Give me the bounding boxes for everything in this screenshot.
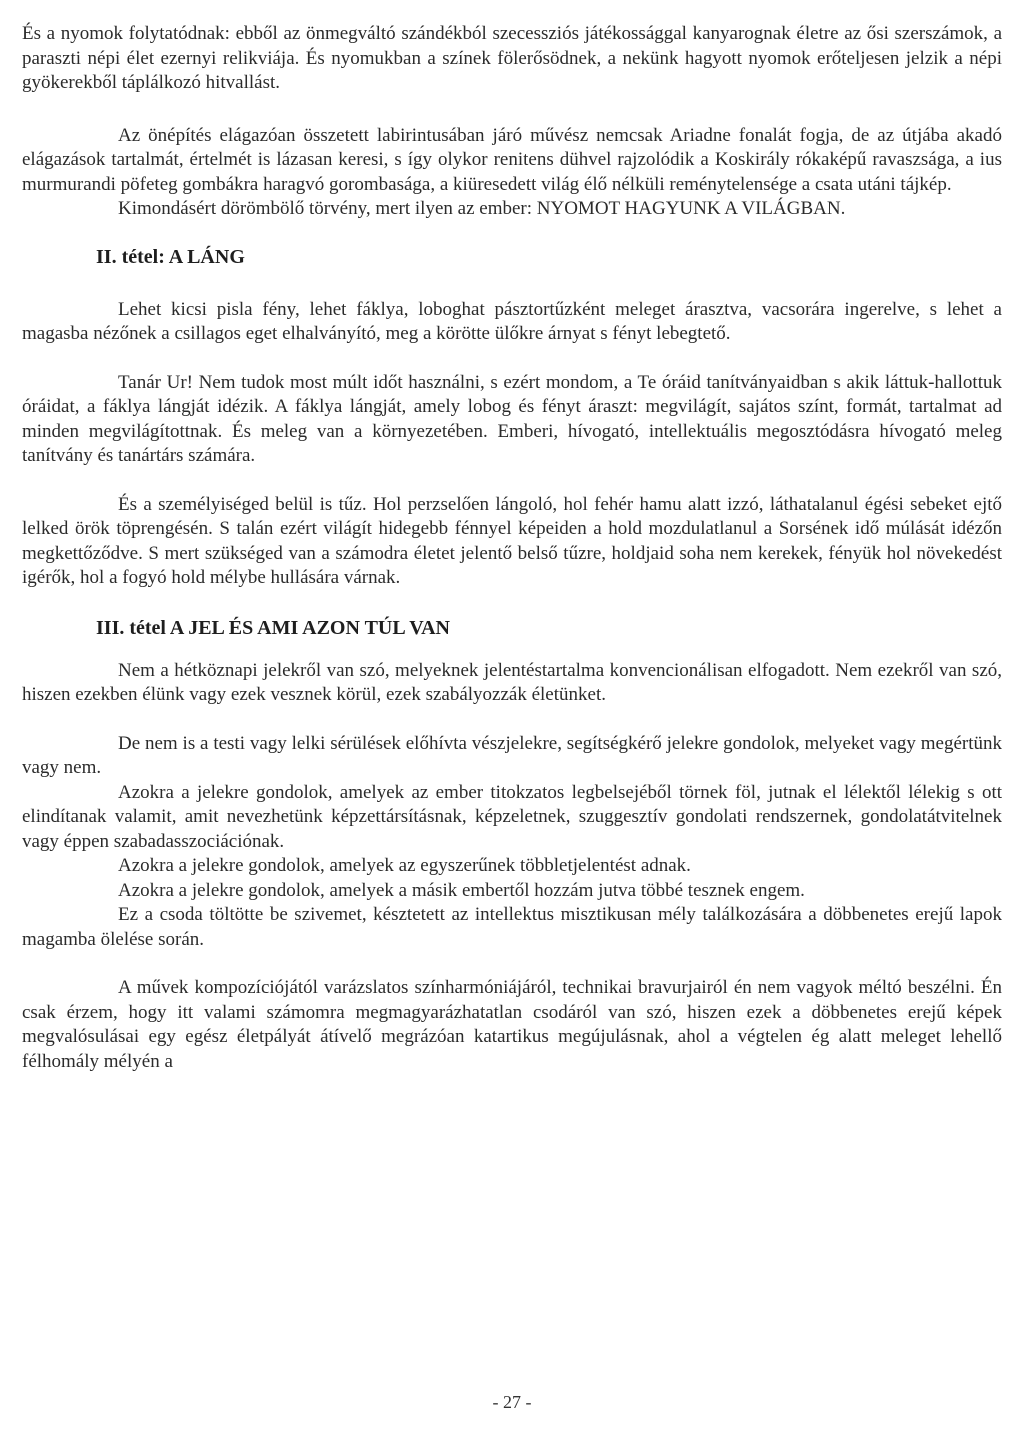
paragraph-tobbletjelentes: Azokra a jelekre gondolok, amelyek az egyszerűnek többletjelentést adnak.: [118, 855, 691, 876]
paragraph-titokzatos-jelek: Azokra a jelekre gondolok, amelyek az ember titokzatos legbelsejéből törnek föl, jutnak el lélektől lélekig s ott elindítanak valamit, amit nevezhetünk képzettársításnak, képzeletnek, szuggesztív gondolati rendszernek, gondolatátvitelnek vagy éppen szabadasszociációnak.: [22, 781, 1002, 852]
paragraph-hetkoznapi-jelek: Nem a hétköznapi jelekről van szó, melyeknek jelentéstartalma konvencionálisan elfogadott. Nem ezekről van szó, hiszen ezekben élünk vagy ezek vesznek körül, ezek szabályozzák életünket.: [22, 659, 1002, 705]
paragraph-onepites: Az önépítés elágazóan összetett labirintusában járó művész nemcsak Ariadne fonalát fogja, de az útjába akadó elágazások tartalmát, értelmét is lázasan keresi, s így olykor renitens dühvel rajzolódik a Koskirály rókaképű ravaszsága, a ius murmurandi pöfeteg gombákra haragvó gorombasága, a kiüresedett világ élő nélküli reménytelensége a csata utáni tájkép.: [22, 124, 1002, 195]
page-number: - 27 -: [492, 1392, 532, 1412]
document-page: [22, 22, 1002, 1074]
section-heading-lang: II. tétel: A LÁNG: [96, 245, 245, 268]
paragraph-vesz-jelek: De nem is a testi vagy lelki sérülések előhívta vészjelekre, segítségkérő jelekre gondolok, melyeket vagy megértünk vagy nem.: [22, 732, 1002, 778]
section-heading-jel: III. tétel A JEL ÉS AMI AZON TÚL VAN: [96, 616, 450, 639]
paragraph-pisla-feny: Lehet kicsi pisla fény, lehet fáklya, loboghat pásztortűzként meleget árasztva, vacsorára ingerelve, s lehet a magasba nézőnek a csillagos eget elhalványító, meg a körötte ülőkre árnyat s fényt lebegtető.: [22, 298, 1002, 344]
paragraph-csoda: Ez a csoda töltötte be szivemet, késztetett az intellektus misztikusan mély találkozására a döbbenetes erejű lapok magamba ölelése során.: [22, 904, 1002, 950]
paragraph-masik-ember: Azokra a jelekre gondolok, amelyek a másik embertől hozzám jutva többé tesznek engem.: [118, 879, 805, 901]
paragraph-muvek: A művek kompozíciójától varázslatos színharmóniájáról, technikai bravurjairól én nem vagyok méltó beszélni. Én csak érzem, hogy itt valami számomra megmagyarázhatatlan csodáról van szó, hiszen ezek a döbbenetes erejű képek megvalósulásai egy egész életpályát átívelő megrázóan katartikus megújulásnak, ahol a végtelen ég alatt meleget lehellő félhomály mélyén a: [22, 977, 1002, 1072]
paragraph-kimondasert: Kimondásért dörömbölő törvény, mert ilyen az ember: NYOMOT HAGYUNK A VILÁGBAN.: [118, 198, 846, 219]
paragraph-szemelyiseged: És a személyiséged belül is tűz. Hol perzselően lángoló, hol fehér hamu alatt izzó, láthatalanul égési sebeket ejtő lelked örök töprengésén. S talán ezért világít hidegebb fénnyel képeiden a hold mozdulatlanul a Sorsének idő múlását idézőn megkettőződve. S mert szükséged van a számodra életet jelentő belső tűzre, holdjaid soha nem kerekek, fényük hol növekedést igérők, hol a fogyó hold mélybe hullására várnak.: [22, 493, 1002, 588]
paragraph-tanar-ur: Tanár Ur! Nem tudok most múlt időt használni, s ezért mondom, a Te óráid tanítványaidban s akik láttuk-hallottuk óráidat, a fáklya lángját idézik. A fáklya lángját, amely lobog és fényt áraszt: megvilágít, sajátos színt, formát, tartalmat ad minden megvilágítottnak. És meleg van a környezetében. Emberi, hívogató, intellektuális megosztódásra hívogató meleg tanítvány és tanártárs számára.: [22, 371, 1002, 466]
paragraph-nyomok: És a nyomok folytatódnak: ebből az önmegváltó szándékból szecessziós játékossággal kanyarognak életre az ősi szerszámok, a paraszti népi élet ezernyi relikviája. És nyomukban a színek fölerősödnek, a nekünk hagyott nyomok erőteljesen jelzik a népi gyökerekből táplálkozó hitvallást.: [22, 23, 1002, 93]
